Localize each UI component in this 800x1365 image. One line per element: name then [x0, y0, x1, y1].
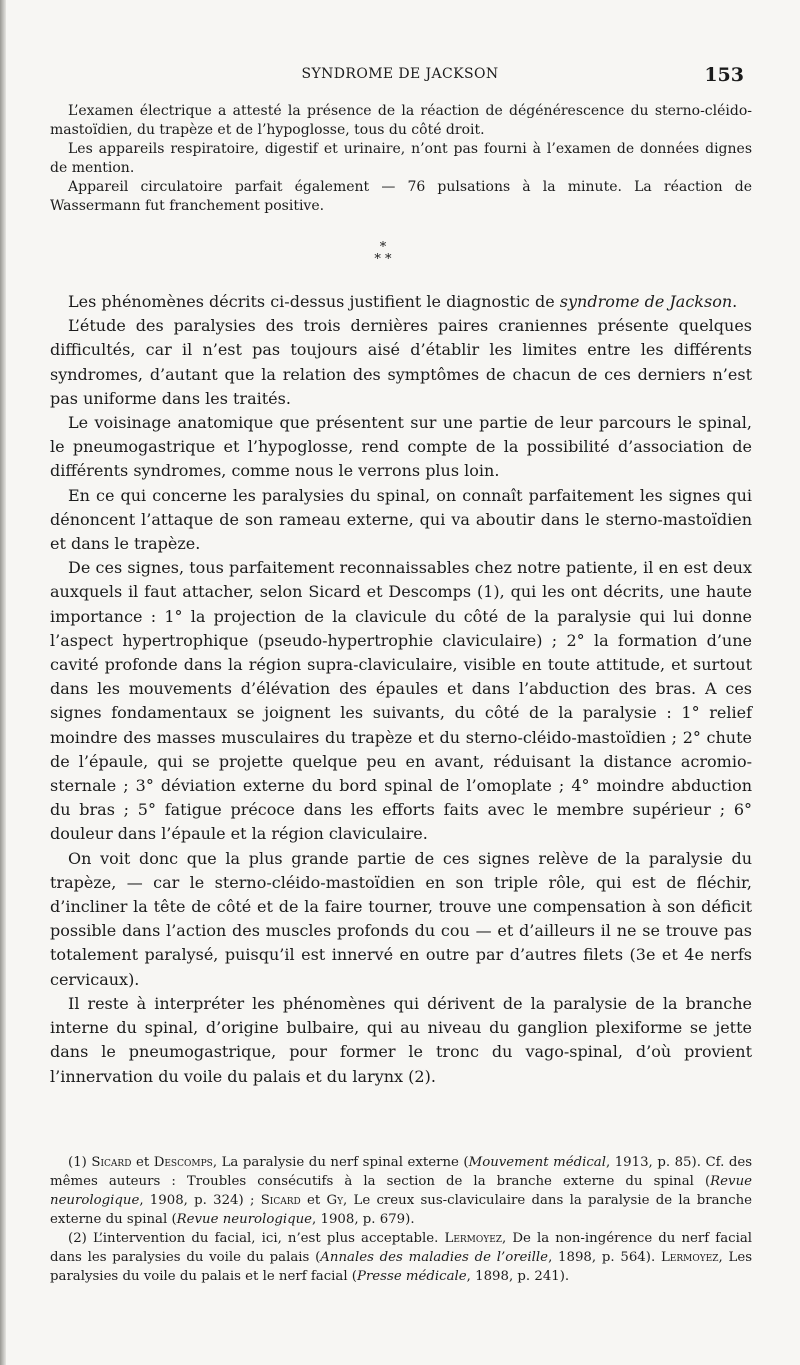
paragraph: L’étude des paralysies des trois dernières paires craniennes présente quelques difficultés, car il n’est pas toujours aisé d’établir les limites entre les différents syndromes, d’autant que la relation des symptômes de chacun de ces derniers n’est pas uniforme dans les traités. — [50, 316, 752, 408]
text-span: Les phénomènes décrits ci-dessus justifient le diagnostic de — [68, 292, 560, 311]
footnote — [50, 1229, 752, 1286]
text-span: , La paralysie du nerf spinal externe ( — [212, 1155, 469, 1170]
text-span: L’intervention du facial, ici, n’est plus acceptable. — [92, 1231, 445, 1246]
journal-title: Annales des maladies de l’oreille — [320, 1250, 549, 1265]
paragraph: Le voisinage anatomique que présentent sur une partie de leur parcours le spinal, le pneumogastrique et l’hypoglosse, rend compte de la possibilité d’association de différents syndromes, comme nous le verrons plus loin. — [50, 413, 752, 481]
paragraph: L’examen électrique a attesté la présence de la réaction de dégénérescence du sterno-cléido-mastoïdien, du trapèze et de l’hypoglosse, tous du côté droit. — [50, 103, 752, 138]
text-span: . — [732, 292, 738, 311]
journal-title: Revue neurologique — [176, 1212, 313, 1227]
emphasis: syndrome de Jackson — [559, 292, 733, 311]
footnotes — [50, 1153, 752, 1286]
text-span: , 1908, p. 679). — [312, 1212, 415, 1227]
journal-title: Revue neurologique — [50, 1174, 752, 1208]
text-span: , 1898, p. 564). — [548, 1250, 661, 1265]
text-span: et — [300, 1193, 327, 1208]
paragraph: Les appareils respiratoire, digestif et urinaire, n’ont pas fourni à l’examen de données dignes de mention. — [50, 141, 752, 176]
text-span: , Les paralysies du voile du palais et le nerf facial ( — [50, 1250, 753, 1284]
text-span: , Le creux sus-claviculaire dans la paralysie de la branche externe du spinal ( — [50, 1193, 752, 1227]
paragraph: Appareil circulatoire parfait également — 76 pulsations à la minute. La réaction de Wassermann fut franchement positive. — [50, 179, 752, 214]
author-name: Lermoyez — [660, 1250, 719, 1265]
paragraph: On voit donc que la plus grande partie de ces signes relève de la paralysie du trapèze, — car le sterno-cléido-mastoïdien en son triple rôle, qui est de fléchir, d’incliner la tête de côté et de la faire tourner, trouve une compensation à son déficit possible dans l’action des muscles profonds du cou — et d’ailleurs il ne se trouve pas totalement paralysé, puisqu’il est innervé en outre par d’autres filets (3e et 4e nerfs cervicaux). — [50, 848, 752, 989]
running-title: SYNDROME DE JACKSON — [301, 66, 499, 82]
author-name: Lermoyez — [444, 1231, 503, 1246]
author-name: Sicard — [260, 1193, 301, 1208]
intro-text — [50, 102, 752, 216]
footnote-mark: (1) — [68, 1155, 92, 1170]
paragraph — [50, 290, 752, 314]
text-span: et — [131, 1155, 154, 1170]
author-name: Descomps — [153, 1155, 213, 1170]
text-span: , 1913, p. 85). Cf. des mêmes auteurs : Troubles consécutifs à la section de la branche externe du spinal ( — [50, 1155, 753, 1189]
paragraph: Il reste à interpréter les phénomènes qui dérivent de la paralysie de la branche interne du spinal, d’origine bulbaire, qui au niveau du ganglion plexiforme se jette dans le pneumogastrique, pour former le tronc du vago-spinal, d’où provient l’innervation du voile du palais et du larynx (2). — [50, 993, 752, 1086]
author-name: Gy — [326, 1193, 344, 1208]
author-name: Sicard — [91, 1155, 132, 1170]
page-number: 153 — [704, 64, 744, 86]
journal-title: Presse médicale — [357, 1269, 467, 1284]
text-span: , 1898, p. 241). — [466, 1269, 570, 1284]
page-binding-edge — [0, 0, 6, 1365]
footnote-mark: (2) — [68, 1231, 93, 1246]
text-span: , 1908, p. 324) ; — [139, 1193, 261, 1208]
paragraph: En ce qui concerne les paralysies du spinal, on connaît parfaitement les signes qui dénoncent l’attaque de son rameau externe, qui va aboutir dans le sterno-mastoïdien et dans le trapèze. — [50, 485, 752, 554]
footnote — [50, 1153, 752, 1229]
paragraph: De ces signes, tous parfaitement reconnaissables chez notre patiente, il en est deux auxquels il faut attacher, selon Sicard et Descomps (1), qui les ont décrits, une haute importance : 1° la projection de la clavicule du côté de la paralysie qui lui donne l’aspect hypertrophique (pseudo-hypertrophie claviculaire) ; 2° la formation d’une cavité profonde dans la région supra-claviculaire, visible en toute attitude, et surtout dans les mouvements d’élévation des épaules et dans l’abduction des bras. A ces signes fondamentaux se joignent les suivants, du côté de la paralysie : 1° relief moindre des masses musculaires du trapèze et du sterno-cléido-mastoïdien ; 2° chute de l’épaule, qui se projette quelque peu en avant, réduisant la distance acromio-sternale ; 3° déviation externe du bord spinal de l’omoplate ; 4° moindre abduction du bras ; 5° fatigue précoce dans les efforts faits avec le membre supérieur ; 6° douleur dans l’épaule et la région claviculaire. — [50, 558, 752, 844]
text-span: , De la non-ingérence du nerf facial dans les paralysies du voile du palais ( — [50, 1231, 752, 1265]
section-separator: * * * — [374, 240, 392, 267]
main-text — [50, 290, 752, 1089]
journal-title: Mouvement médical — [468, 1155, 606, 1170]
